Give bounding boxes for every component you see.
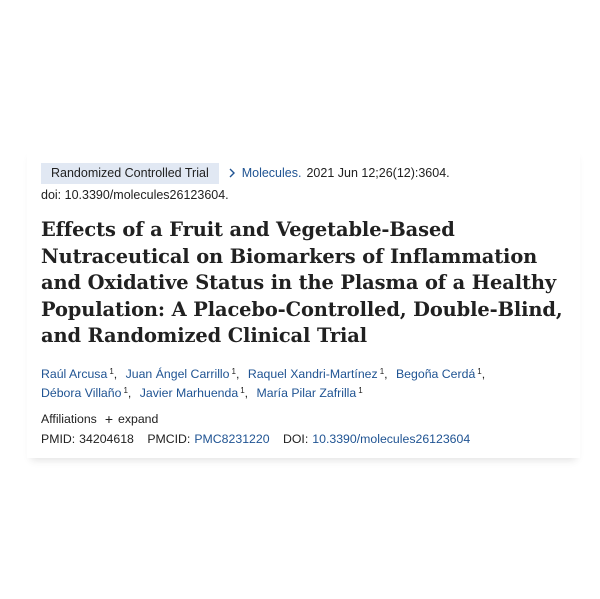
citation-line	[41, 163, 570, 183]
affiliations-expand-button[interactable]	[105, 412, 159, 426]
citation-details: 2021 Jun 12;26(12):3604.	[306, 166, 450, 180]
expand-label: expand	[118, 412, 159, 426]
author-item: Javier Marhuenda $^1$,	[139, 386, 249, 400]
plus-icon: +	[104, 411, 114, 427]
affiliation-marker[interactable]: 1	[123, 386, 128, 395]
author-link[interactable]: Raquel Xandri-Martínez	[247, 367, 378, 381]
author-item: Begoña Cerdá $^1$,	[395, 367, 486, 381]
pmid-label: PMID:	[41, 432, 76, 446]
article-title: Effects of a Fruit and Vegetable-Based Nutraceutical on Biomarkers of Inflammation and Oxidative Status in the Plasma of a Healthy Population: A Placebo-Controlled, Double-Blind, and Randomized Clinical Trial	[41, 218, 563, 347]
identifiers-row	[41, 432, 470, 446]
pmcid-link[interactable]: PMC8231220	[194, 432, 270, 446]
article-header	[27, 147, 580, 458]
doi-link[interactable]: 10.3390/molecules26123604	[312, 432, 471, 446]
affiliations-row	[41, 412, 158, 426]
affiliation-marker[interactable]: 1	[379, 367, 385, 376]
affiliation-marker[interactable]: 1	[109, 367, 114, 376]
author-item	[256, 386, 362, 400]
affiliation-marker[interactable]: 1	[477, 367, 482, 376]
author-item: Raúl Arcusa $^1$,	[41, 367, 118, 381]
authors-list	[41, 365, 561, 403]
author-link[interactable]: María Pilar Zafrilla	[256, 386, 357, 400]
chevron-right-icon	[227, 166, 237, 180]
affiliation-marker[interactable]: 1	[358, 386, 363, 395]
author-link[interactable]: Débora Villaño	[41, 386, 122, 400]
author-link[interactable]: Javier Marhuenda	[139, 386, 239, 400]
publication-type-badge[interactable]: Randomized Controlled Trial	[41, 163, 219, 184]
pmid-value: 34204618	[79, 432, 134, 446]
author-link[interactable]: Juan Ángel Carrillo	[125, 367, 230, 381]
author-item: Raquel Xandri-Martínez $^1$,	[247, 367, 388, 381]
citation-doi: doi: 10.3390/molecules26123604.	[41, 188, 229, 202]
journal-link[interactable]: Molecules.	[241, 166, 302, 180]
author-link[interactable]: Raúl Arcusa	[41, 367, 108, 381]
doi-label: DOI:	[282, 432, 309, 446]
affiliation-marker[interactable]: 1	[231, 367, 236, 376]
author-item: Débora Villaño $^1$,	[41, 386, 132, 400]
affiliation-marker[interactable]: 1	[240, 386, 245, 395]
author-link[interactable]: Begoña Cerdá	[395, 367, 476, 381]
affiliations-label: Affiliations	[41, 412, 97, 426]
pmcid-label: PMCID:	[147, 432, 191, 446]
author-item: Juan Ángel Carrillo $^1$,	[125, 367, 240, 381]
